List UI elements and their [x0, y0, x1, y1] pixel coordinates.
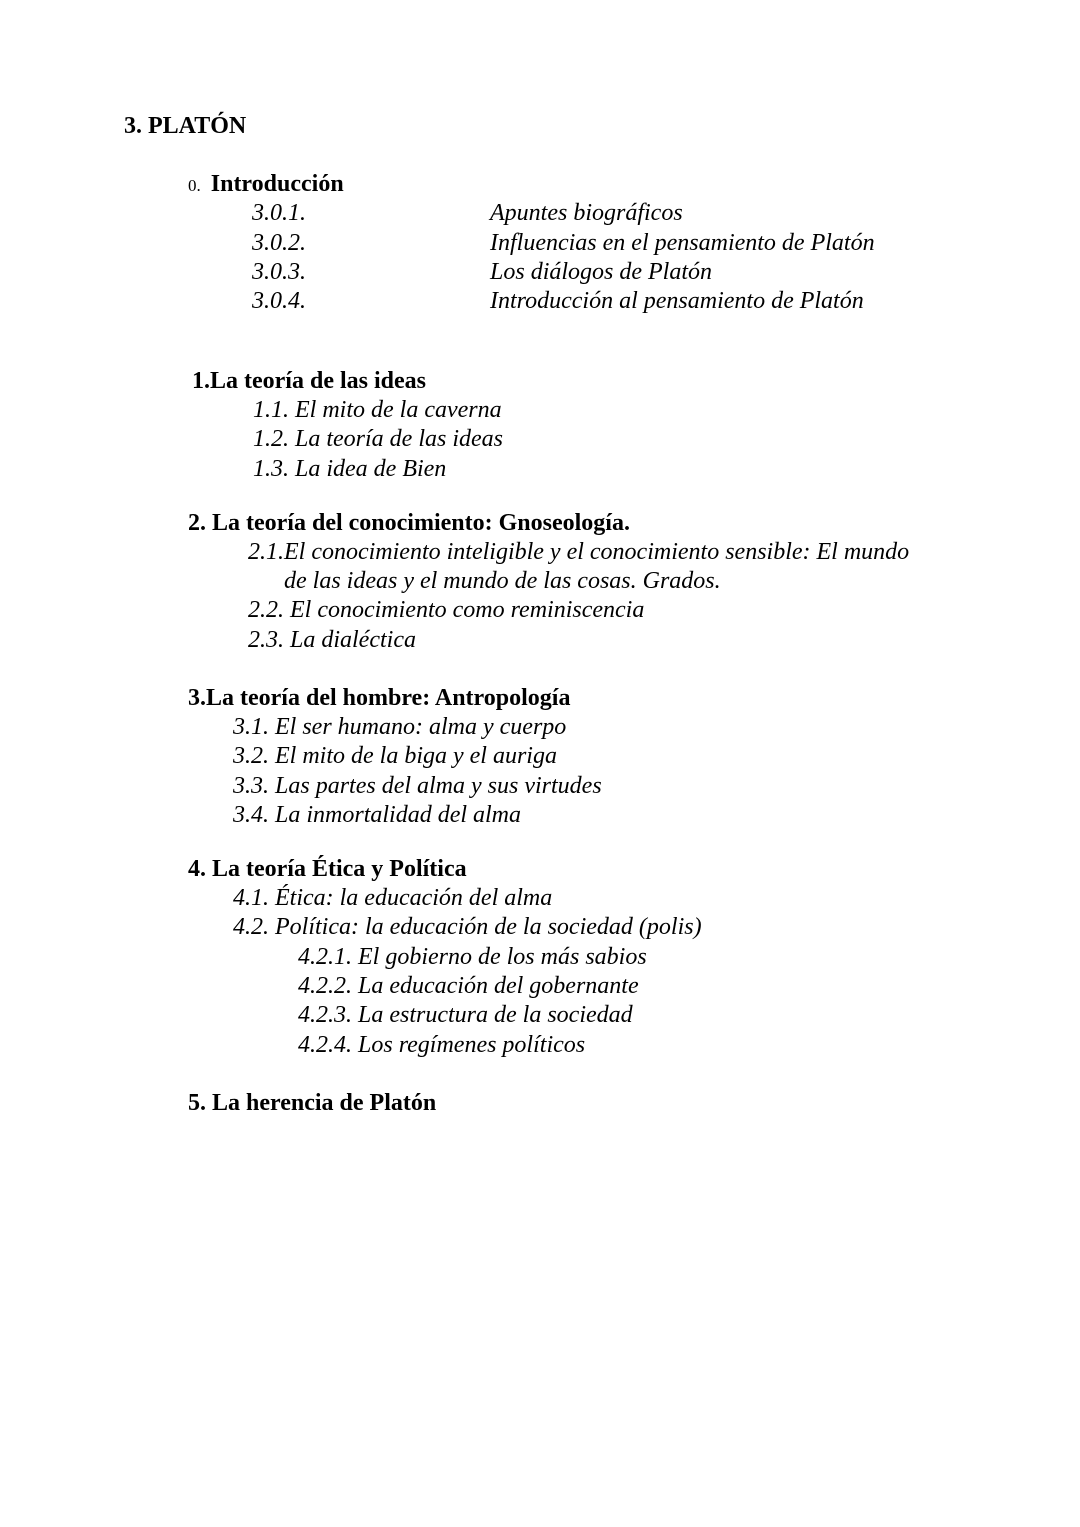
intro-item-text: Introducción al pensamiento de Platón — [490, 288, 864, 314]
intro-item-text: Influencias en el pensamiento de Platón — [490, 230, 875, 256]
section-heading-text: Introducción — [210, 171, 344, 197]
section-heading-ideas: 1.La teoría de las ideas — [192, 368, 426, 394]
section-heading-intro — [188, 172, 344, 196]
list-item: 2.3. La dialéctica — [248, 627, 416, 653]
list-item: 3.4. La inmortalidad del alma — [233, 802, 522, 828]
section-heading-anthropology: 3.La teoría del hombre: Antropología — [188, 685, 571, 711]
list-item: 1.3. La idea de Bien — [253, 456, 447, 482]
intro-item-text: Apuntes biográficos — [490, 200, 683, 226]
list-item: 2.2. El conocimiento como reminiscencia — [248, 597, 645, 623]
list-item: 1.1. El mito de la caverna — [253, 397, 502, 423]
section-heading-ethics-politics: 4. La teoría Ética y Política — [188, 856, 467, 882]
list-subitem: 4.2.2. La educación del gobernante — [298, 973, 639, 999]
document-title: 3. PLATÓN — [124, 113, 247, 139]
section-heading-legacy: 5. La herencia de Platón — [188, 1090, 437, 1116]
intro-item-number: 3.0.1. — [252, 200, 306, 226]
list-subitem: 4.2.4. Los regímenes políticos — [298, 1032, 586, 1058]
list-item-continuation: de las ideas y el mundo de las cosas. Grados. — [284, 568, 721, 594]
intro-item-number: 3.0.4. — [252, 288, 306, 314]
list-subitem: 4.2.3. La estructura de la sociedad — [298, 1002, 633, 1028]
list-item: 3.1. El ser humano: alma y cuerpo — [233, 714, 567, 740]
list-item: 1.2. La teoría de las ideas — [253, 426, 503, 452]
list-item: 2.1.El conocimiento inteligible y el conocimiento sensible: El mundo — [248, 539, 910, 565]
intro-item-number: 3.0.3. — [252, 259, 306, 285]
list-item: 3.3. Las partes del alma y sus virtudes — [233, 773, 602, 799]
intro-item-number: 3.0.2. — [252, 230, 306, 256]
section-number: 0. — [188, 176, 201, 195]
list-item: 4.2. Política: la educación de la sociedad (polis) — [233, 914, 702, 940]
section-heading-gnoseology: 2. La teoría del conocimiento: Gnoseología. — [188, 510, 630, 536]
list-item: 4.1. Ética: la educación del alma — [233, 885, 553, 911]
intro-item-text: Los diálogos de Platón — [490, 259, 713, 285]
list-item: 3.2. El mito de la biga y el auriga — [233, 743, 557, 769]
list-subitem: 4.2.1. El gobierno de los más sabios — [298, 944, 647, 970]
